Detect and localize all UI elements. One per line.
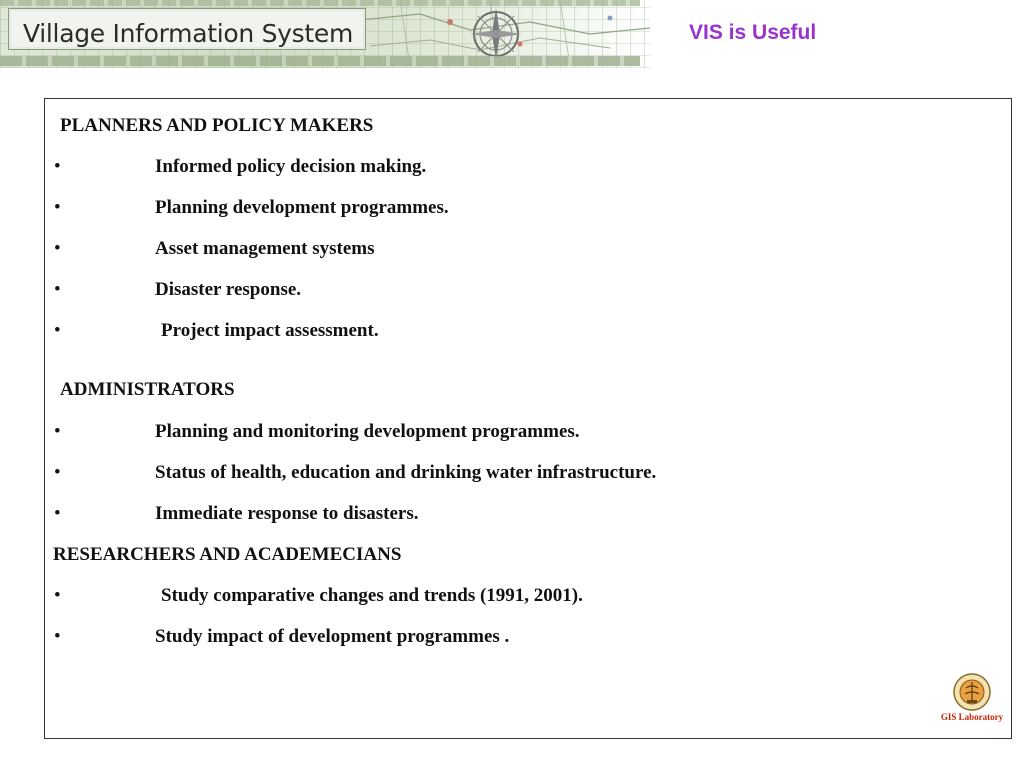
institute-emblem-icon bbox=[952, 672, 992, 712]
compass-icon bbox=[466, 4, 526, 64]
bullet-dot: • bbox=[54, 279, 61, 300]
bullet-dot: • bbox=[54, 626, 61, 647]
banner-title-box bbox=[8, 8, 366, 50]
bullet-dot: • bbox=[54, 421, 61, 442]
section-heading-researchers: RESEARCHERS AND ACADEMECIANS bbox=[53, 544, 402, 565]
list-item: Status of health, education and drinking water infrastructure. bbox=[155, 462, 657, 483]
list-item: Asset management systems bbox=[155, 238, 375, 259]
bullet-dot: • bbox=[54, 197, 61, 218]
section-heading-administrators: ADMINISTRATORS bbox=[60, 379, 235, 400]
list-item: Immediate response to disasters. bbox=[155, 503, 419, 524]
banner-bottom-stripe bbox=[0, 56, 640, 66]
slide-title: VIS is Useful bbox=[689, 21, 817, 44]
logo-label: GIS Laboratory bbox=[940, 712, 1004, 722]
section-heading-planners: PLANNERS AND POLICY MAKERS bbox=[60, 115, 374, 136]
list-item: Informed policy decision making. bbox=[155, 156, 427, 177]
bullet-dot: • bbox=[54, 238, 61, 259]
list-item: Study impact of development programmes . bbox=[155, 626, 510, 647]
gis-laboratory-logo bbox=[932, 672, 1012, 730]
bullet-dot: • bbox=[54, 503, 61, 524]
bullet-dot: • bbox=[54, 462, 61, 483]
list-item: Project impact assessment. bbox=[161, 320, 379, 341]
list-item: Disaster response. bbox=[155, 279, 302, 300]
bullet-dot: • bbox=[54, 585, 61, 606]
list-item: Planning development programmes. bbox=[155, 197, 449, 218]
list-item: Study comparative changes and trends (1991, 2001). bbox=[161, 585, 583, 606]
bullet-dot: • bbox=[54, 156, 61, 177]
bullet-dot: • bbox=[54, 320, 61, 341]
list-item: Planning and monitoring development programmes. bbox=[155, 421, 580, 442]
header-banner bbox=[0, 0, 650, 68]
banner-title: Village Information System bbox=[23, 19, 353, 48]
